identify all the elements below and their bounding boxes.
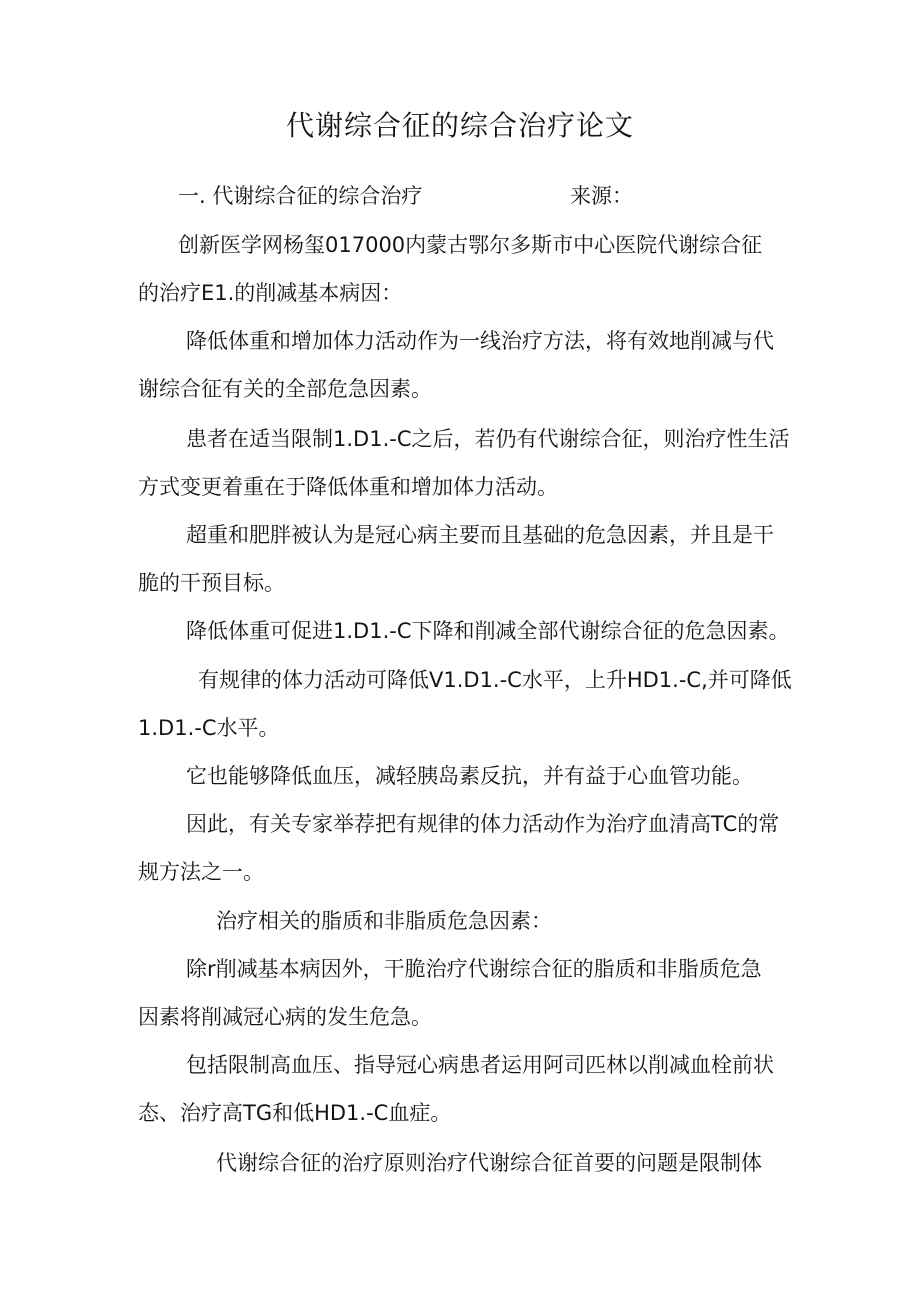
- paragraph-line: 除r削减基本病因外，干脆治疗代谢综合征的脂质和非脂质危急: [186, 957, 762, 981]
- paragraph-line: 降低体重和增加体力活动作为一线治疗方法，将有效地削减与代: [186, 329, 774, 353]
- paragraph-line: 代谢综合征的治疗原则治疗代谢综合征首要的问题是限制体: [216, 1151, 762, 1175]
- paragraph-line: 患者在适当限制1.D1.-C之后，若仍有代谢综合征，则治疗性生活: [186, 427, 790, 451]
- paragraph-line: 态、治疗高TG和低HD1.-C血症。: [138, 1101, 452, 1125]
- paragraph-line: 谢综合征有关的全部危急因素。: [138, 377, 432, 401]
- paragraph-line: 创新医学网杨玺017000内蒙古鄂尔多斯市中心医院代谢综合征: [178, 233, 763, 257]
- paragraph-line: 它也能够降低血压，减轻胰岛素反抗，并有益于心血管功能。: [186, 764, 753, 788]
- paragraph-line: 超重和肥胖被认为是冠心病主要而且基础的危急因素，并且是干: [186, 523, 774, 547]
- paragraph-line: 降低体重可促进1.D1.-C下降和削减全部代谢综合征的危急因素。: [186, 619, 790, 643]
- paragraph-line: 的治疗E1.的削减基本病因：: [138, 281, 403, 305]
- paragraph-line: 规方法之一。: [138, 860, 264, 884]
- source-label: 来源：: [570, 184, 633, 208]
- paragraph-line: 包括限制高血压、指导冠心病患者运用阿司匹林以削减血栓前状: [186, 1053, 774, 1077]
- paragraph-line: 治疗相关的脂质和非脂质危急因素：: [216, 909, 552, 933]
- section-heading: 一. 代谢综合征的综合治疗: [178, 184, 423, 208]
- paragraph-line: 1.D1.-C水平。: [138, 716, 280, 740]
- paragraph-line: 因素将削减冠心病的发生危急。: [138, 1005, 432, 1029]
- paragraph-line: 方式变更着重在于降低体重和增加体力活动。: [138, 475, 558, 499]
- paragraph-line: 有规律的体力活动可降低V1.D1.-C水平，上升HD1.-C,并可降低: [198, 668, 792, 692]
- paragraph-line: 脆的干预目标。: [138, 571, 285, 595]
- document-title: 代谢综合征的综合治疗论文: [285, 109, 634, 142]
- paragraph-line: 因此，有关专家举荐把有规律的体力活动作为治疗血清高TC的常: [186, 812, 780, 836]
